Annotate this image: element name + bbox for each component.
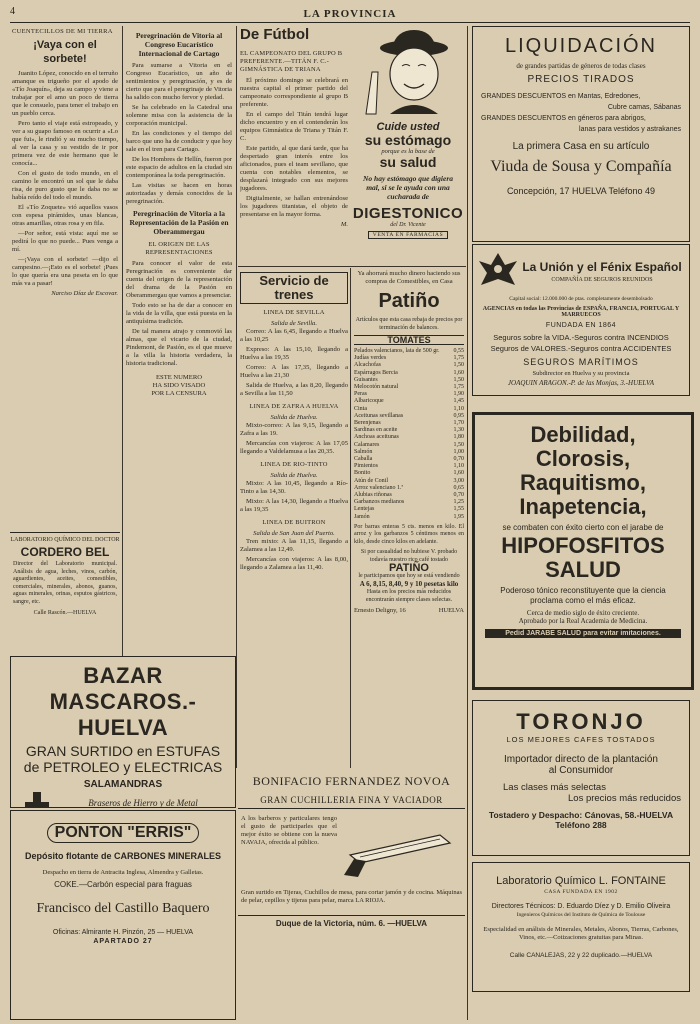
price-row: [354, 463, 464, 470]
price-value: 1,10: [453, 405, 464, 412]
ad-title: Laboratorio Químico L. FONTAINE: [496, 875, 666, 887]
column-1-article: [12, 28, 118, 528]
price-item: Guisantes: [354, 376, 378, 383]
ad-line: COKE.—Carbón especial para fraguas: [54, 880, 192, 889]
ad-line: Poderoso tónico reconstituyente que la ciencia proclama como el más eficaz.: [500, 586, 666, 605]
article-signature: M.: [340, 221, 348, 228]
patino-section: TOMATES: [354, 335, 464, 345]
price-value: 0,70: [453, 456, 464, 463]
ad-line: Seguros de VALORES.-Seguros contra ACCIDENTES: [490, 344, 672, 353]
ad-address: Tostadero y Despacho: Cánovas, 58.-HUELVA: [488, 810, 674, 820]
price-row: [354, 470, 464, 477]
patino-extra: Si por casualidad no hubiese V. probado todavía nuestro rico café tostado: [360, 549, 458, 563]
stove-icon: [17, 792, 57, 808]
ad-line: PRECIOS TIRADOS: [527, 74, 635, 85]
price-value: 1,55: [453, 506, 464, 513]
line-sub: Salida de Huelva.: [270, 472, 318, 479]
train-row: Mercancías con viajeros: A las 17,05 llegando a Valdelamusa a las 20,35.: [240, 440, 348, 455]
patino-address: [354, 607, 464, 615]
patino-address-city: HUELVA: [438, 607, 464, 615]
ad-title: La Unión y el Fénix Español: [522, 259, 682, 274]
paragraph: Pero tanto el viaje está estropeado, y ver a su guapo famoso en ocurrir a «Lo que fui», le rindió y su mucho tiempo, al ver la casa y su vestido de ir por primera vez de este hermano que le conocía...: [12, 120, 118, 167]
paragraph: En el campo del Titán tendrá lugar dicho encuentro y en el contenderán los equipos Gimnástica de Triana y Titán F. C.: [240, 111, 348, 142]
patino-address-street: Ernesto Deligny, 16: [354, 607, 406, 615]
line-title: LINEA DE BUITRON: [262, 519, 326, 526]
price-row: [354, 485, 464, 492]
price-value: 1,50: [453, 376, 464, 383]
ad-line: GRANDES DESCUENTOS en Mantas, Edredones,: [481, 93, 641, 100]
line-title: LINEA DE SEVILLA: [263, 309, 325, 316]
price-item: Lentejas: [354, 506, 375, 513]
price-row: [354, 413, 464, 420]
ad-line: al Consumidor: [548, 765, 614, 776]
train-row: Correo: A las 6,45, llegando a Huelva a las 10,25: [240, 328, 348, 343]
ad-digestonico: [352, 26, 464, 264]
price-item: Albaricoque: [354, 398, 384, 405]
price-value: 1,80: [453, 434, 464, 441]
train-row: Mercancías con viajeros: A las 8,00, llegando a Zalamea a las 11,40.: [240, 556, 348, 571]
ad-footer: VENTA EN FARMACIAS: [368, 231, 448, 239]
price-value: 1,10: [453, 463, 464, 470]
ad-founded: FUNDADA EN 1864: [545, 322, 617, 329]
product-name-2: SALUD: [545, 557, 621, 582]
ad-footer: Duque de la Victoria, núm. 6. —HUELVA: [238, 915, 465, 928]
paragraph: —¡Vaya con el sorbete! —dijo el campesino.—¡Esto es el sorbete! ¡Pues lo que quería era una peseta en lo que más va a pasar!: [12, 256, 118, 287]
price-row: [354, 427, 464, 434]
ad-phone: Teléfono 288: [555, 820, 607, 830]
column-rule: [236, 26, 237, 768]
price-row: [354, 506, 464, 513]
column-3-article: [240, 26, 348, 266]
price-value: 1,50: [453, 362, 464, 369]
line-title: LINEA DE RIO-TINTO: [260, 461, 328, 468]
price-item: Cinta: [354, 405, 367, 412]
ad-line: de grandes partidas de géneros de todas clases: [516, 62, 646, 70]
paragraph: Para sumarse a Vitoria en el Congreso Eucarístico, un año de sentimientos y peregrinación, y es de cierto que para el peregrinaje de Vitoria ha salido con mucho fervor y piedad.: [126, 62, 232, 101]
price-item: Salmón: [354, 448, 373, 455]
price-value: 1,50: [453, 441, 464, 448]
ad-line: GRANDES DESCUENTOS en géneros para abrigos,: [481, 115, 646, 122]
price-value: 1,70: [453, 420, 464, 427]
price-row: [354, 377, 464, 384]
price-row: [354, 398, 464, 405]
ad-directors: Directores Técnicos: D. Eduardo Díez y D. Emilio Oliveira: [491, 903, 671, 910]
line-sub: Salida de Huelva.: [270, 414, 318, 421]
price-value: 1,90: [453, 391, 464, 398]
ad-body: A los barberos y particulares tengo el gusto de participarles que el mejor éxito se obtiene con la nueva NAVAJA, ofrecida al público.: [241, 815, 337, 846]
paragraph: Se ha celebrado en la Catedral una solemne misa con la asistencia de la corporación municipal.: [126, 104, 232, 127]
price-item: Atún de Conil: [354, 477, 388, 484]
train-row: Mixto-correo: A las 9,15, llegando a Zafra a las 19.: [240, 422, 348, 437]
ad-title: TORONJO: [516, 709, 646, 734]
ad-body: Director del Laboratorio municipal. Análisis de agua, leches, vinos, carbón, aguardientes, aceites, comestibles, comerciales, minerales, abonos, guanos, aguas minerales, orinas, esputos gástricos, sangre, etc.: [13, 561, 117, 605]
paragraph: Juanito López, conocido en el terruño amanque es trigueño por el apodo de «Tío Joaquín», deja su campo y viene a trabajar por el amo un poco de tierra que le consuelo, para tener el trabajo en un pueblo cerca.: [12, 70, 118, 117]
ad-liquidacion: [472, 26, 690, 242]
patino-ad: [354, 270, 464, 764]
article-subhead: Peregrinación de Vitoria a la Representación de la Pasión en Oberammergau: [129, 209, 229, 236]
price-item: Pelados valencianos, lata de 500 gr.: [354, 348, 440, 354]
patino-brand-2: PATIÑO: [389, 562, 429, 575]
price-row: [354, 434, 464, 441]
patino-price-line: A 6, 8,15, 8,40, 9 y 10 pesetas kilo: [359, 580, 459, 589]
price-row: [354, 370, 464, 377]
ad-apartado: APARTADO 27: [93, 938, 153, 945]
ad-address: Calle CANALEJAS, 22 y 22 duplicado.—HUELVA: [509, 952, 653, 959]
paragraph: Digitalmente, se hallan entrenándose los jugadores titanistas, el objeto de presentarse en la mayor forma.: [240, 195, 348, 218]
ad-line: lanas para vestidos y astrakanes: [579, 126, 681, 133]
ad-line: SALAMANDRAS: [83, 779, 163, 790]
paragraph: El próximo domingo se celebrará en nuestra capital el primer partido del campeonato correspondiente al grupo B preferente.: [240, 77, 348, 108]
price-row: [354, 406, 464, 413]
price-value: 3,00: [453, 477, 464, 484]
train-row: Salida de Huelva, a las 8,20, llegando a Sevilla a las 11,50: [240, 382, 348, 397]
page-number: 4: [10, 6, 15, 17]
train-row: Correo: A las 17,35, llegando a Huelva a las 21,30: [240, 364, 348, 379]
ad-body-2: Gran surtido en Tijeras, Cuchillos de mesa, para cortar jamón y de cocina. Máquinas de pelar, cepillos y tijeras para pelar, marca LA RIOJA.: [241, 889, 462, 904]
section-title: CUENTECILLOS DE MI TIERRA: [12, 28, 113, 35]
ad-line: Braseros de Hierro y de Metal: [88, 797, 198, 808]
ad-capital: Capital social: 12.000.000 de ptas. completamente desembolsado: [509, 296, 653, 302]
column-2-article: [126, 28, 232, 632]
page-header: [10, 6, 690, 23]
patino-promo-2: le participamos que hoy se está vendiendo: [358, 573, 460, 580]
ad-ponton-erris: [10, 810, 236, 1020]
ad-bazar-mascaros: [10, 656, 236, 808]
price-item: Caballa: [354, 456, 373, 463]
ad-line: Seguros sobre la VIDA.-Seguros contra INCENDIOS: [493, 333, 669, 342]
ad-line: Subdirector en Huelva y su provincia: [532, 370, 630, 377]
ad-line: GRAN SURTIDO en ESTUFAS: [25, 743, 221, 759]
price-row: [354, 514, 464, 521]
ad-name: CORDERO BEL: [20, 545, 110, 559]
ad-line: Pedid JARABE SALUD para evitar imitaciones.: [485, 629, 681, 638]
paragraph: Para conocer el valor de esta Peregrinación es conveniente dar cuenta del origen de la representación del drama de la Pasión en Oberammergau que vamos a presenciar.: [126, 260, 232, 299]
ad-small-caption: LABORATORIO QUÍMICO DEL DOCTOR: [10, 537, 120, 543]
price-item: Melocotón natural: [354, 384, 399, 391]
price-item: Bonito: [354, 470, 371, 477]
ad-line: Cerca de medio siglo de éxito creciente.: [526, 609, 640, 617]
paragraph: Este partido, al que dará tarde, que ha despertado gran interés entre los aficionados, pues el team sevillano, que cuenta con notables elementos, se desplazará integrado con sus mejores jugadores.: [240, 145, 348, 192]
ad-line: Importador directo de la plantación: [504, 754, 658, 765]
price-row: [354, 499, 464, 506]
ad-union-fenix: [472, 244, 690, 396]
ad-bonifacio: [238, 774, 465, 1018]
ad-line: Despacho en tierra de Antracita Inglesa, Almendra y Galletas.: [42, 869, 204, 876]
ad-line: Las clases más selectas: [503, 782, 606, 793]
ad-agencies: AGENCIAS en todas las Provincias de ESPAÑA, FRANCIA, PORTUGAL Y MARRUECOS: [482, 306, 680, 318]
price-item: Alubias riñonas: [354, 492, 392, 499]
train-row: Mixto: A las 10,45, llegando a Río-Tinto a las 14,30.: [240, 480, 348, 495]
ad-address: Concepción, 17 HUELVA Teléfono 49: [506, 186, 656, 196]
price-row: [354, 442, 464, 449]
price-row: [354, 449, 464, 456]
price-row: [354, 384, 464, 391]
price-value: 1,75: [453, 355, 464, 362]
price-item: Anchoas aceitunas: [354, 434, 399, 441]
product-maker: del Dr. Vicente: [390, 222, 426, 228]
column-rule: [350, 268, 351, 768]
censor-note: [126, 374, 232, 398]
ad-line: Cubre camas, Sábanas: [607, 104, 681, 111]
train-row: Tren mixto: A las 11,15, llegando a Zalamea a las 12,49.: [240, 538, 348, 553]
line-sub: Salida de San Juan del Puerto.: [253, 530, 335, 537]
paragraph: —Por señor, está vista: aquí me se pedirá lo que no puede... Pues venga a mí.: [12, 230, 118, 253]
paragraph: En las condiciones y el tiempo del barco que uno ha de conducir y que hoy sale en el tren para Cartago.: [126, 130, 232, 153]
ad-line: La primera Casa en su artículo: [512, 141, 650, 152]
ad-name: Francisco del Castillo Baquero: [36, 901, 210, 916]
ad-line: se combaten con éxito cierto con el jarabe de: [502, 523, 664, 532]
price-value: 1,95: [453, 513, 464, 520]
ad-line: Clorosis,: [535, 446, 631, 471]
ad-line: Inapetencia,: [519, 494, 647, 519]
ad-line: Aprobado por la Real Academia de Medicina.: [518, 617, 648, 625]
ad-agent: JOAQUIN ARAGON.-P. de las Monjas, 3.-HUELVA: [507, 379, 655, 387]
column-rule: [467, 26, 468, 1020]
article-caps-title: EL ORIGEN DE LAS REPRESENTACIONES: [145, 241, 213, 256]
ad-subtitle: GRAN CUCHILLERIA FINA Y VACIADOR: [238, 795, 465, 809]
price-item: Sardinas en aceite: [354, 427, 398, 434]
paragraph: Las visitas se hacen en horas autorizadas y demás conocidos de la peregrinación.: [126, 182, 232, 205]
ad-line: No hay estómago que digiera mal, si se le ayuda con una cucharada de: [363, 174, 453, 201]
price-item: Espárragos Bercia: [354, 369, 398, 376]
censor-line: HA SIDO VISADO: [152, 382, 206, 389]
price-value: 1,45: [453, 398, 464, 405]
ad-subtitle: LOS MEJORES CAFES TOSTADOS: [506, 735, 656, 744]
price-row: [354, 391, 464, 398]
ad-line: su estómago: [364, 132, 452, 148]
article-caps-title: EL CAMPEONATO DEL GRUPO B PREFERENTE.—TITÁN F. C.-GIMNÁSTICA DE TRIANA: [240, 50, 343, 73]
price-item: Peras: [354, 391, 367, 398]
ad-line: SEGUROS MARÍTIMOS: [523, 357, 639, 367]
ad-founded: CASA FUNDADA EN 1902: [544, 889, 618, 895]
product-name: HIPOFOSFITOS: [501, 533, 665, 558]
ad-line: porque es la base de: [381, 148, 435, 155]
price-item: Calamares: [354, 441, 380, 448]
price-value: 1,30: [453, 427, 464, 434]
line-sub: Salida de Sevilla.: [271, 320, 317, 327]
price-row: [354, 478, 464, 485]
price-item: Jamón: [354, 513, 370, 520]
man-with-hat-illustration: [352, 26, 464, 116]
article-headline: De Fútbol: [240, 26, 310, 43]
price-item: Aceitunas sevillanas: [354, 412, 404, 419]
price-value: 1,00: [453, 448, 464, 455]
price-row: [354, 456, 464, 463]
price-value: 0,55: [453, 348, 464, 354]
paragraph: De los Hombres de Hellín, fueron por este espacio de adultos en la ciudad sin contemporánea la toda peregrinación.: [126, 156, 232, 179]
line-title: LINEA DE ZAFRA A HUELVA: [249, 403, 339, 410]
ad-title: LIQUIDACIÓN: [504, 35, 658, 57]
column-rule: [122, 26, 123, 656]
patino-closing: Hasta en los precios más reducidos encontrarán siempre clases selectas.: [365, 589, 453, 604]
ad-title: PONTON "ERRIS": [47, 823, 199, 843]
ad-body: Especialidad en análisis de Minerales, Metales, Abonos, Tierras, Carbones, Vinos, etc.—Cotizaciones gratuitas para Minas.: [483, 926, 679, 941]
censor-line: ESTE NUMERO: [156, 374, 202, 381]
paragraph: Todo esto se ha de dar a conocer en la vida de la villa, que está puesta en la antiquísima tradición.: [126, 302, 232, 325]
price-item: Berenjenas: [354, 420, 381, 427]
price-list: [354, 348, 464, 521]
patino-tagline: Artículos que esta casa rebaja de precios por terminación de balances.: [355, 317, 463, 331]
price-row: [354, 348, 464, 355]
ad-title: BONIFACIO FERNANDEZ NOVOA: [252, 774, 451, 788]
timetable-headline: Servicio de trenes: [240, 272, 348, 304]
section-rule: [238, 266, 466, 267]
price-value: 1,60: [453, 369, 464, 376]
ad-line: su salud: [379, 154, 437, 170]
price-value: 0,70: [453, 492, 464, 499]
ad-fontaine: [472, 862, 690, 992]
price-item: Pimientos: [354, 463, 379, 470]
price-value: 1,25: [453, 499, 464, 506]
ad-address: Oficinas: Almirante H. Pinzón, 25 — HUELVA: [52, 929, 194, 936]
article-subhead: Peregrinación de Vitoria al Congreso Eucarístico Internacional de Cartago: [135, 31, 223, 58]
ad-line: Debilidad,: [530, 422, 636, 447]
ad-line: Los precios más reducidos: [568, 793, 681, 804]
paragraph: De tal manera atrajo y conmovió las almas, que el vicario de la ciudad, Pindemont, de Pasión, es el que mueve a la villa la historia verdadera, la historia tradicional.: [126, 328, 232, 367]
ad-toronjo: [472, 700, 690, 856]
price-value: 1,60: [453, 470, 464, 477]
patino-brand: Patiño: [378, 290, 440, 312]
ad-cordero-bel: [10, 532, 120, 651]
ad-line: de PETROLEO y ELECTRICAS: [23, 759, 223, 775]
price-value: 0,95: [453, 412, 464, 419]
price-row: [354, 420, 464, 427]
paragraph: El «Tío Zoquete» vió aquellos vasos con espesa pirámides, unas blancas, otras amarillas, otras rosa y en fila.: [12, 204, 118, 227]
price-item: Garbanzos medianos: [354, 499, 405, 506]
masthead: LA PROVINCIA: [303, 8, 397, 20]
price-value: 1,75: [453, 384, 464, 391]
product-name: DIGESTONICO: [352, 205, 464, 222]
price-item: Arroz valenciano 1.ª: [354, 484, 404, 491]
price-row: [354, 492, 464, 499]
article-headline: ¡Vaya con el sorbete!: [33, 39, 97, 65]
ad-name: Viuda de Sousa y Compañía: [490, 158, 672, 175]
ad-directors-2: Ingenieros Químicos del Instituto de Química de Toulouse: [516, 912, 646, 918]
train-timetable: [240, 270, 348, 764]
ad-line: Cuide usted: [376, 121, 440, 133]
patino-promo: Por barras enteras 5 cts. menos en kilo. El arroz y los garbanzos 5 céntimos menos en kilo, desde cinco kilos en adelante.: [354, 523, 464, 545]
ad-address: Calle Rascón.—HUELVA: [33, 610, 97, 616]
paragraph: Con el gusto de todo mundo, en el camino le encontró un sol que le daba risa, de puro gusto que le daba no se había reído del todo el mundo.: [12, 170, 118, 201]
price-row: [354, 362, 464, 369]
ad-line: Raquitismo,: [520, 470, 646, 495]
patino-intro: Ya ahorrará mucho dinero haciendo sus compras de Comestibles, en Casa: [357, 270, 461, 285]
razor-icon: [340, 815, 464, 885]
train-row: Mixto: A las 14,30, llegando a Huelva a las 19,35: [240, 498, 348, 513]
train-row: Expreso: A las 15,10, llegando a Huelva a las 19,35: [240, 346, 348, 361]
ad-hipofosfitos: [472, 412, 694, 690]
price-value: 0,65: [453, 484, 464, 491]
ad-line: Depósito flotante de CARBONES MINERALES: [24, 851, 221, 861]
price-item: Alcachofas: [354, 362, 381, 369]
ad-title: BAZAR MASCAROS.-HUELVA: [49, 663, 197, 740]
price-item: Judías verdes: [354, 355, 387, 362]
phoenix-icon: [477, 249, 519, 293]
ad-company: COMPAÑÍA DE SEGUROS REUNIDOS: [551, 276, 653, 283]
article-signature: Narciso Díaz de Escovar.: [51, 290, 118, 297]
censor-line: POR LA CENSURA: [151, 390, 207, 397]
